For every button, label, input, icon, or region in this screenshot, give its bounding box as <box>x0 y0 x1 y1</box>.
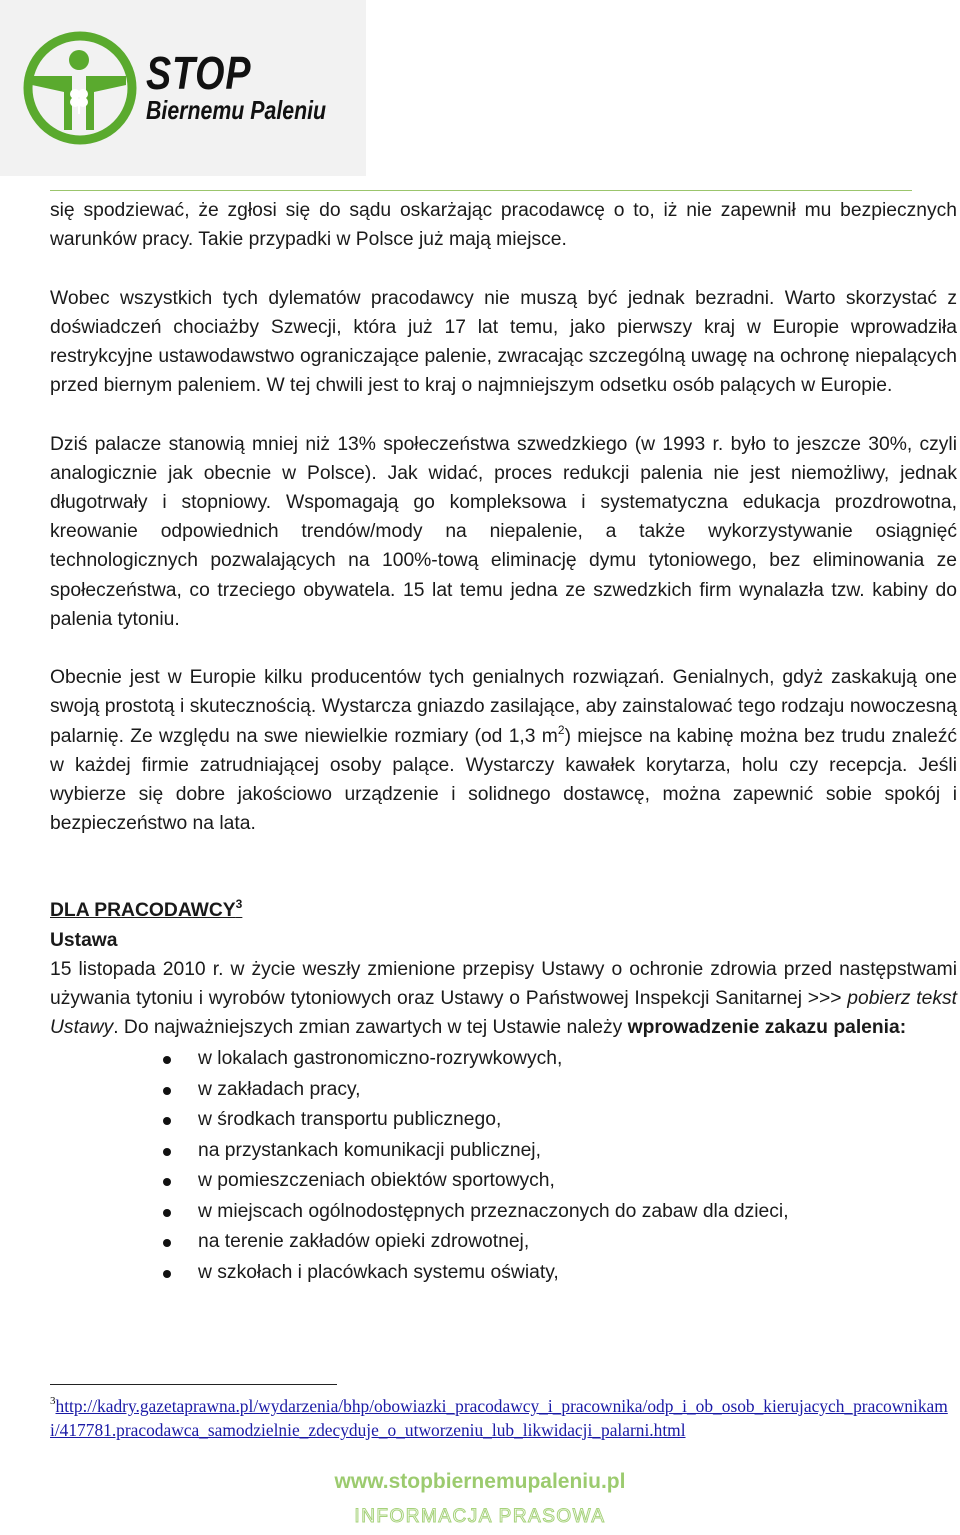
list-item: w pomieszczeniach obiektów sportowych, <box>157 1166 957 1197</box>
list-item: na terenie zakładów opieki zdrowotnej, <box>157 1227 957 1258</box>
footnote-link[interactable]: http://kadry.gazetaprawna.pl/wydarzenia/bhp/obowiazki_pracodawcy_i_pracownika/odp_i_ob_osob_kierujacych_pracownikami/417781.pracodawca_samodzielnie_zdecyduje_o_utworzeniu_lub_likwidacji_palarni.html <box>50 1396 948 1440</box>
section-subheading: Ustawa <box>50 929 118 951</box>
footnote-number: 3 <box>50 1395 56 1407</box>
list-item: w środkach transportu publicznego, <box>157 1105 957 1136</box>
list-item: na przystankach komunikacji publicznej, <box>157 1136 957 1167</box>
list-item: w miejscach ogólnodostępnych przeznaczonych do zabaw dla dzieci, <box>157 1197 957 1228</box>
section-intro <box>50 955 957 1043</box>
list-item: w zakładach pracy, <box>157 1075 957 1106</box>
paragraph-4 <box>50 663 957 838</box>
section-heading <box>50 896 957 925</box>
list-item: w szkołach i placówkach systemu oświaty, <box>157 1258 957 1289</box>
logo-subtitle: Biernemu Paleniu <box>146 95 327 125</box>
footer-website[interactable]: www.stopbiernemupaleniu.pl <box>334 1470 626 1493</box>
paragraph-4-start: Obecnie jest w Europie kilku producentów tych genialnych rozwiązań. Genialnych, gdyż zaskakują one swoją prostotą i skutecznością. Wystarcza gniazdo zasilające, aby zainstalować tego rodzaju nowoczesną palarnię. Ze względu na swe niewielkie rozmiary (od 1,3 m <box>50 667 957 747</box>
footnote <box>50 1394 955 1442</box>
superscript-2: 2 <box>557 722 565 737</box>
header-divider <box>50 190 912 191</box>
paragraph-2: Wobec wszystkich tych dylematów pracodawcy nie muszą być jednak bezradni. Warto skorzystać z doświadczeń chociażby Szwecji, która już 17 lat temu, jako pierwszy kraj w Europie wprowadziła restrykcyjne ustawodawstwo ograniczające palenie, zwracając szczególną uwagę na ochronę niepalących przed biernym paleniem. W tej chwili jest to kraj o najmniejszym odsetku osób palących w Europie. <box>50 287 957 397</box>
ban-list <box>157 1044 957 1288</box>
article-body <box>50 196 957 1288</box>
paragraph-1: się spodziewać, że zgłosi się do sądu oskarżając pracodawcę o to, iż nie zapewnił mu bezpiecznych warunków pracy. Takie przypadki w Polsce już mają miejsce. <box>50 200 957 251</box>
footnote-divider <box>50 1384 337 1385</box>
section-intro-mid: . Do najważniejszych zmian zawartych w tej Ustawie należy <box>113 1017 628 1039</box>
download-law-link[interactable]: pobierz tekst Ustawy <box>50 988 957 1039</box>
paragraph-3: Dziś palacze stanowią mniej niż 13% społeczeństwa szwedzkiego (w 1993 r. było to jeszcze 30%, czyli analogicznie jak obecnie w Polsce). Jak widać, proces redukcji palenia nie jest niemożliwy, jednak długotrwały i stopniowy. Wspomagają go kompleksowa i systematyczna edukacja prozdrowotna, kreowanie odpowiednich trendów/mody na niepalenie, a także wykorzystywanie osiągnięć technologicznych pozwalających na 100%-tową eliminację dymu tytoniowego, bez eliminowania ze społeczeństwa, co trzeciego obywatela. 15 lat temu jedna ze szwedzkich firm wynalazła tzw. kabiny do palenia tytoniu. <box>50 433 957 630</box>
logo <box>0 0 366 176</box>
section-heading-text: DLA PRACODAWCY <box>50 900 236 922</box>
footnote-ref-3: 3 <box>235 897 243 912</box>
section-intro-start: 15 listopada 2010 r. w życie weszły zmienione przepisy Ustawy o ochronie zdrowia przed następstwami używania tytoniu i wyrobów tytoniowych oraz Ustawy o Państwowej Inspekcji Sanitarnej >>> <box>50 958 957 1010</box>
stop-figure-icon <box>22 30 138 146</box>
section-intro-bold: wprowadzenie zakazu palenia: <box>627 1017 907 1039</box>
footer-press-info: INFORMACJA PRASOWA <box>354 1506 606 1527</box>
paragraph-4-end: ) miejsce na kabinę można bez trudu znaleźć w każdej firmie zatrudniającej osoby palące. Wystarczy kawałek korytarza, holu czy recepcja. Jeśli wybierze się dobre jakościowo urządzenie i solidnego dostawcę, można zapewnić sobie spokój i bezpieczeństwo na lata. <box>50 725 957 835</box>
logo-title: STOP <box>146 47 252 99</box>
list-item: w lokalach gastronomiczno-rozrywkowych, <box>157 1044 957 1075</box>
